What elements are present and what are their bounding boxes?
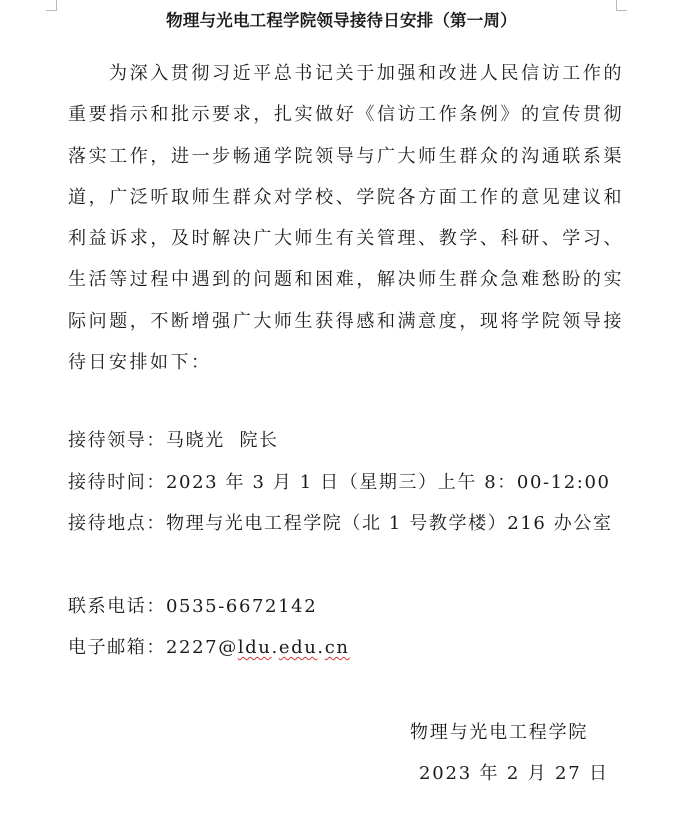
email-label: 电子邮箱： [68,637,166,658]
email-domain-cn: cn [324,637,350,658]
signature-organization: 物理与光电工程学院 [410,722,589,743]
contact-email-line [68,627,624,668]
place-value: 物理与光电工程学院（北 1 号教学楼）216 办公室 [166,513,613,534]
reception-time-line [68,462,624,503]
phone-value: 0535-6672142 [166,596,318,617]
email-domain-edu: edu [278,637,318,658]
document-title: 物理与光电工程学院领导接待日安排（第一周） [166,11,517,30]
intro-paragraph: 为深入贯彻习近平总书记关于加强和改进人民信访工作的重要指示和批示要求，扎实做好《信访工作条例》的宣传贯彻落实工作，进一步畅通学院领导与广大师生群众的沟通联系渠道，广泛听取师生群众对学校、学院各方面工作的意见建议和利益诉求，及时解决广大师生有关管理、教学、科研、学习、生活等过程中遇到的问题和困难，解决师生群众急难愁盼的实际问题，不断增强广大师生获得感和满意度，现将学院领导接待日安排如下： [68,63,624,374]
leader-value: 马晓光 院长 [166,430,279,451]
reception-leader-line [68,420,624,461]
reception-place-line [68,503,624,544]
signature-date: 2023 年 2 月 27 日 [419,763,609,784]
email-dot-2: . [317,637,325,658]
time-label: 接待时间： [68,472,166,493]
place-label: 接待地点： [68,513,166,534]
email-domain-ldu: ldu [237,637,272,658]
leader-label: 接待领导： [68,430,166,451]
email-dot-1: . [271,637,279,658]
email-user: 2227@ [166,637,238,658]
phone-label: 联系电话： [68,596,166,617]
contact-phone-line [68,586,624,627]
time-value: 2023 年 3 月 1 日（星期三）上午 8：00-12:00 [166,472,611,493]
